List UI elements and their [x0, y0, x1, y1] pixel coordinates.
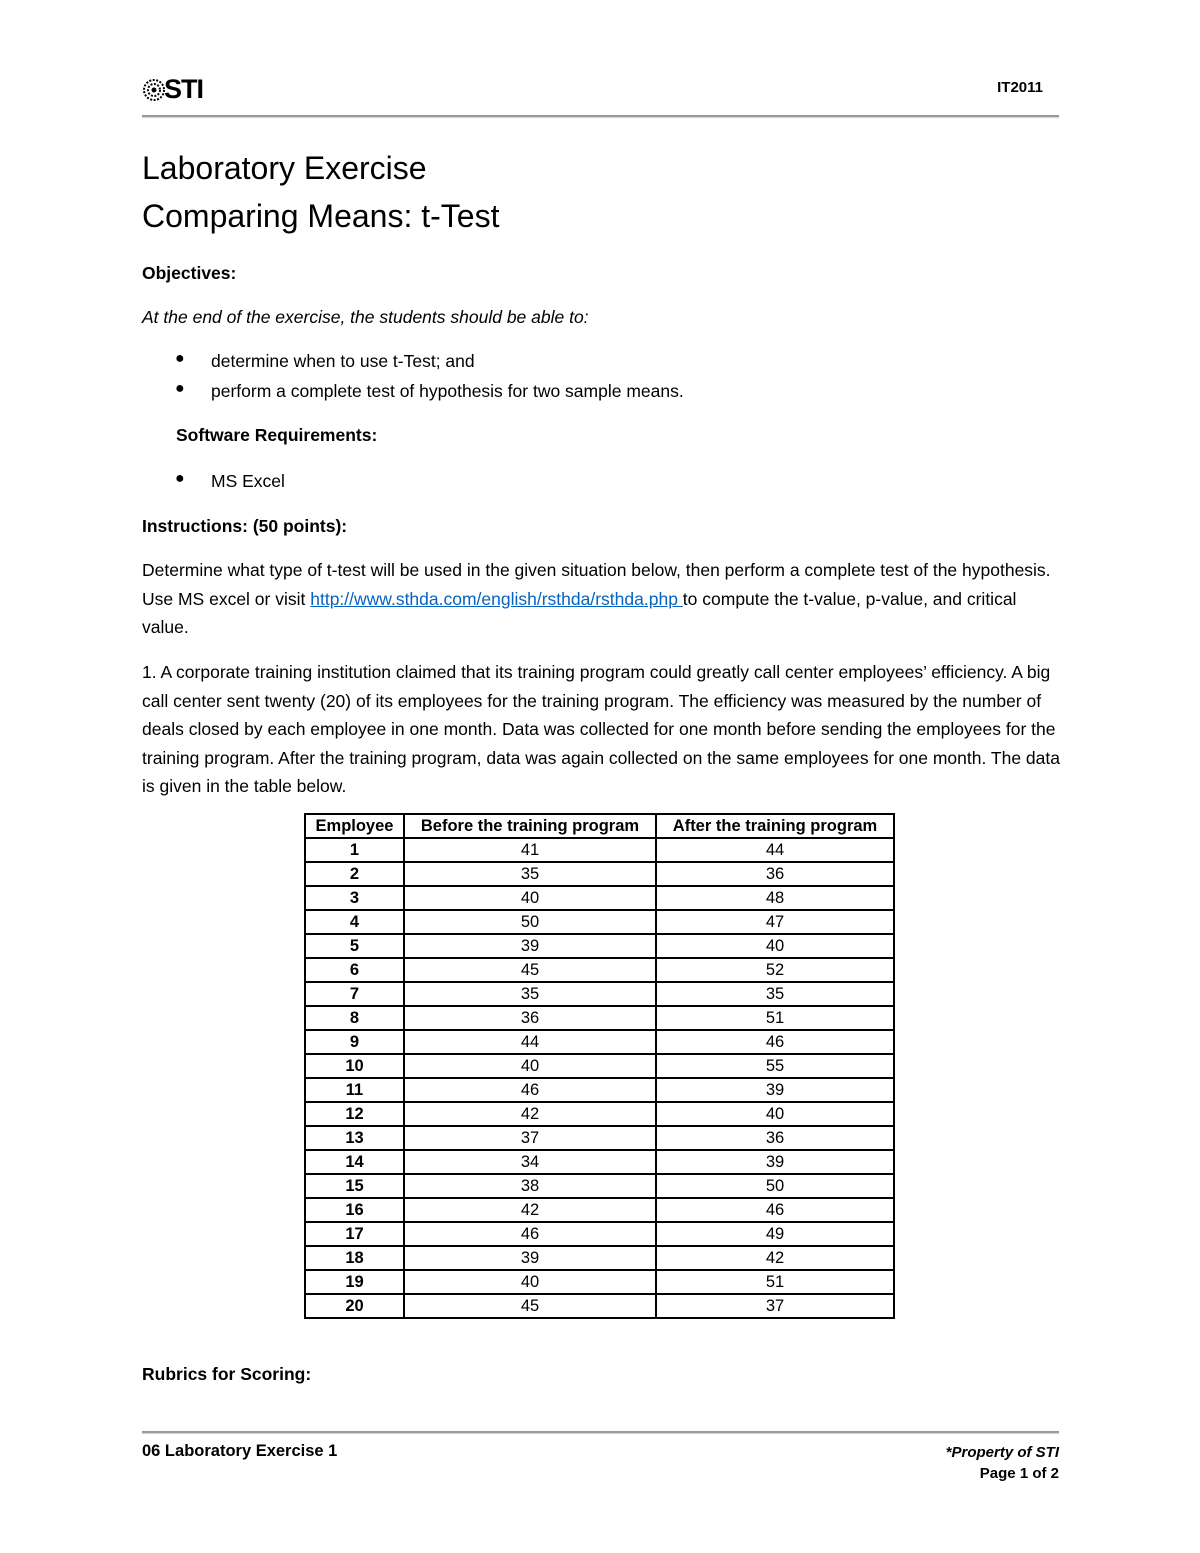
training-data-table — [304, 813, 895, 1319]
after-cell: 40 — [656, 1102, 894, 1126]
objective-text: determine when to use t-Test; and — [211, 351, 475, 371]
table-row — [305, 862, 894, 886]
before-cell: 40 — [404, 886, 656, 910]
before-cell: 38 — [404, 1174, 656, 1198]
employee-cell: 12 — [305, 1102, 404, 1126]
employee-cell: 6 — [305, 958, 404, 982]
instructions-paragraph — [142, 556, 1062, 642]
employee-cell: 4 — [305, 910, 404, 934]
before-cell: 40 — [404, 1054, 656, 1078]
title-line-2: Comparing Means: t-Test — [142, 198, 500, 234]
page-header — [142, 74, 1059, 118]
table-row — [305, 1054, 894, 1078]
employee-cell: 8 — [305, 1006, 404, 1030]
table-row — [305, 886, 894, 910]
before-cell: 39 — [404, 1246, 656, 1270]
table-row — [305, 1150, 894, 1174]
employee-cell: 2 — [305, 862, 404, 886]
employee-cell: 10 — [305, 1054, 404, 1078]
table-row — [305, 1126, 894, 1150]
page-number: Page 1 of 2 — [979, 1465, 1059, 1482]
employee-cell: 3 — [305, 886, 404, 910]
rubrics-heading: Rubrics for Scoring: — [142, 1364, 312, 1384]
employee-cell: 1 — [305, 838, 404, 862]
after-cell: 37 — [656, 1294, 894, 1318]
before-cell: 46 — [404, 1078, 656, 1102]
table-row — [305, 1174, 894, 1198]
instructions-text: to compute the t-value, p-value, and critical value. — [142, 588, 1017, 638]
table-row — [305, 934, 894, 958]
sthda-link[interactable]: http://www.sthda.com/english/rsthda/rsthda.php — [310, 588, 683, 609]
bullet-icon: ● — [175, 350, 185, 367]
employee-cell: 14 — [305, 1150, 404, 1174]
table-row — [305, 910, 894, 934]
globe-logo-icon — [142, 78, 166, 102]
after-cell: 51 — [656, 1006, 894, 1030]
table-row — [305, 1198, 894, 1222]
sti-logo — [142, 76, 203, 103]
employee-cell: 19 — [305, 1270, 404, 1294]
software-text: MS Excel — [211, 471, 285, 491]
employee-cell: 16 — [305, 1198, 404, 1222]
instructions-text: Determine what type of t-test will be used in the given situation below, then perform a complete test of the hypothesis. Use MS excel or visit — [142, 560, 1051, 609]
table-row — [305, 1270, 894, 1294]
header-divider — [142, 115, 1059, 117]
column-header: Employee — [305, 814, 404, 838]
employee-cell: 15 — [305, 1174, 404, 1198]
before-cell: 40 — [404, 1270, 656, 1294]
employee-cell: 7 — [305, 982, 404, 1006]
course-code: IT2011 — [997, 79, 1043, 96]
objective-item — [175, 350, 475, 372]
bullet-icon: ● — [175, 470, 185, 487]
table-row — [305, 1246, 894, 1270]
after-cell: 46 — [656, 1198, 894, 1222]
table-row — [305, 1222, 894, 1246]
before-cell: 41 — [404, 838, 656, 862]
after-cell: 36 — [656, 1126, 894, 1150]
after-cell: 51 — [656, 1270, 894, 1294]
employee-cell: 9 — [305, 1030, 404, 1054]
after-cell: 36 — [656, 862, 894, 886]
after-cell: 39 — [656, 1150, 894, 1174]
table-row — [305, 958, 894, 982]
footer-divider — [142, 1431, 1059, 1433]
before-cell: 34 — [404, 1150, 656, 1174]
employee-cell: 20 — [305, 1294, 404, 1318]
after-cell: 52 — [656, 958, 894, 982]
footer-info — [946, 1442, 1059, 1484]
column-header: Before the training program — [404, 814, 656, 838]
after-cell: 50 — [656, 1174, 894, 1198]
after-cell: 46 — [656, 1030, 894, 1054]
after-cell: 44 — [656, 838, 894, 862]
employee-cell: 11 — [305, 1078, 404, 1102]
before-cell: 35 — [404, 862, 656, 886]
employee-cell: 17 — [305, 1222, 404, 1246]
after-cell: 39 — [656, 1078, 894, 1102]
objective-item — [175, 380, 684, 402]
after-cell: 47 — [656, 910, 894, 934]
property-notice: *Property of STI — [945, 1444, 1059, 1461]
title-line-1: Laboratory Exercise — [142, 150, 427, 186]
before-cell: 46 — [404, 1222, 656, 1246]
logo-text: STI — [164, 74, 204, 104]
table-row — [305, 838, 894, 862]
before-cell: 37 — [404, 1126, 656, 1150]
objectives-intro: At the end of the exercise, the students should be able to: — [142, 307, 589, 327]
table-header-row — [305, 814, 894, 838]
table-row — [305, 1294, 894, 1318]
employee-cell: 13 — [305, 1126, 404, 1150]
page-title — [142, 144, 499, 240]
table-row — [305, 982, 894, 1006]
column-header: After the training program — [656, 814, 894, 838]
before-cell: 45 — [404, 1294, 656, 1318]
table-row — [305, 1078, 894, 1102]
employee-cell: 5 — [305, 934, 404, 958]
objective-text: perform a complete test of hypothesis for two sample means. — [211, 381, 684, 401]
before-cell: 42 — [404, 1102, 656, 1126]
problem-paragraph: 1. A corporate training institution claimed that its training program could greatly call center employees’ efficiency. A big call center sent twenty (20) of its employees for the training program. The efficiency was measured by the number of deals closed by each employee in one month. Data was collected for one month before sending the employees for the training program. After the training program, data was again collected on the same employees for one month. The data is given in the table below. — [142, 662, 1060, 797]
bullet-icon: ● — [175, 380, 185, 397]
instructions-heading: Instructions: (50 points): — [142, 516, 348, 536]
before-cell: 36 — [404, 1006, 656, 1030]
software-heading: Software Requirements: — [176, 425, 378, 445]
after-cell: 48 — [656, 886, 894, 910]
table-row — [305, 1102, 894, 1126]
after-cell: 35 — [656, 982, 894, 1006]
before-cell: 39 — [404, 934, 656, 958]
footer-title: 06 Laboratory Exercise 1 — [142, 1442, 338, 1460]
software-item — [175, 470, 285, 492]
employee-cell: 18 — [305, 1246, 404, 1270]
before-cell: 42 — [404, 1198, 656, 1222]
before-cell: 50 — [404, 910, 656, 934]
before-cell: 44 — [404, 1030, 656, 1054]
before-cell: 45 — [404, 958, 656, 982]
after-cell: 42 — [656, 1246, 894, 1270]
table-row — [305, 1030, 894, 1054]
table-row — [305, 1006, 894, 1030]
objectives-heading: Objectives: — [142, 263, 237, 283]
after-cell: 40 — [656, 934, 894, 958]
after-cell: 55 — [656, 1054, 894, 1078]
after-cell: 49 — [656, 1222, 894, 1246]
before-cell: 35 — [404, 982, 656, 1006]
